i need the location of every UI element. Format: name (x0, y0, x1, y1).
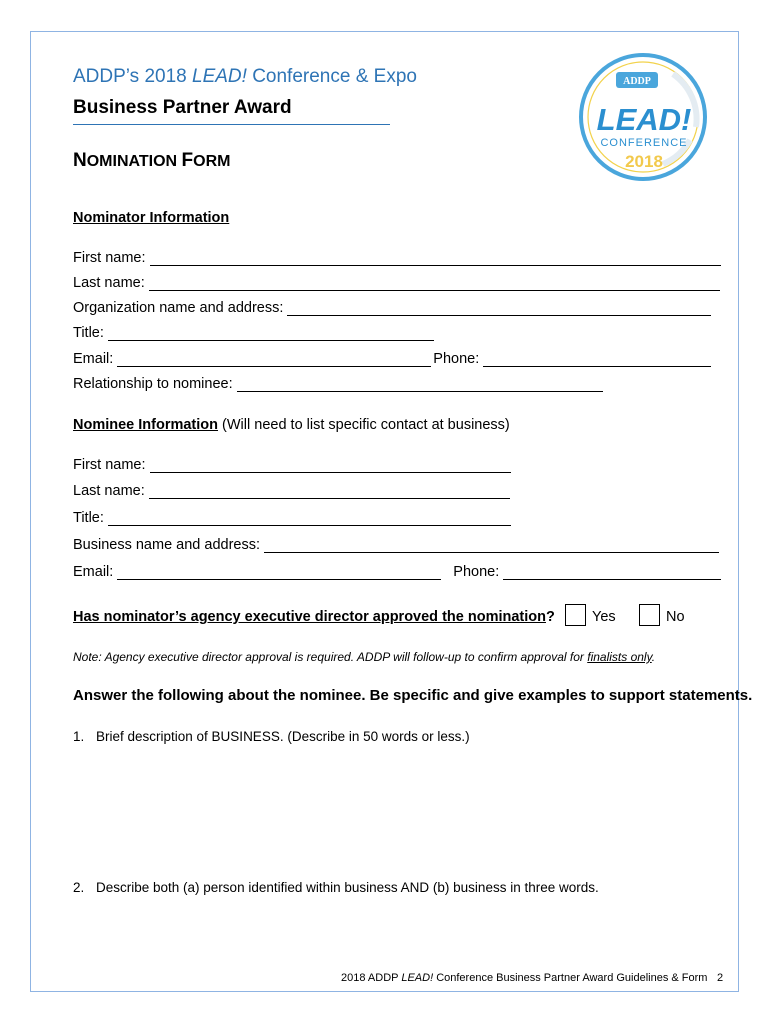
page-number: 2 (717, 972, 724, 984)
nominator-relationship-field[interactable]: Relationship to nominee: (73, 376, 603, 392)
nominator-last-name-input[interactable] (149, 277, 720, 291)
nominator-first-name-input[interactable] (150, 252, 721, 266)
nominator-last-name-field[interactable]: Last name: (73, 275, 720, 291)
nominator-email-input[interactable] (117, 353, 431, 367)
conference-title: ADDP’s 2018 LEAD! Conference & Expo (73, 66, 417, 87)
nominee-heading: Nominee Information (73, 417, 219, 433)
nominee-business-input[interactable] (264, 539, 719, 553)
nominator-org-input[interactable] (287, 302, 711, 316)
nominee-last-name-input[interactable] (149, 485, 510, 499)
answer-instructions: Answer the following about the nominee. Be specific and give examples to support statements. (73, 687, 753, 704)
question-2: 2. Describe both (a) person identified within business AND (b) business in three words. (73, 880, 599, 895)
form-title: NOMINATION FORM (73, 150, 231, 171)
lead-conference-logo (578, 52, 708, 182)
nominator-phone-label: Phone: (433, 351, 480, 367)
nominee-last-name-field[interactable]: Last name: (73, 483, 510, 499)
nominator-title-field[interactable]: Title: (73, 325, 434, 341)
nominee-title-input[interactable] (108, 512, 511, 526)
nominator-title-input[interactable] (108, 327, 434, 341)
nominator-email-field[interactable]: Email: Phone: (73, 351, 711, 367)
logo-sub: CONFERENCE (600, 137, 688, 149)
no-checkbox[interactable] (639, 604, 660, 626)
logo-year: 2018 (625, 152, 663, 171)
approval-question: Has nominator’s agency executive director approved the nomination? (73, 609, 555, 625)
award-title: Business Partner Award (73, 97, 292, 118)
nominee-first-name-input[interactable] (150, 459, 511, 473)
nominee-first-name-field[interactable]: First name: (73, 457, 511, 473)
nominee-phone-input[interactable] (503, 566, 721, 580)
question-1: 1. Brief description of BUSINESS. (Describe in 50 words or less.) (73, 729, 470, 744)
yes-checkbox[interactable] (565, 604, 586, 626)
nominee-phone-label: Phone: (453, 564, 500, 580)
title-divider (73, 124, 390, 125)
nominator-heading: Nominator Information (73, 210, 230, 226)
no-label: No (666, 609, 685, 625)
nominator-phone-input[interactable] (483, 353, 711, 367)
nominee-email-input[interactable] (117, 566, 441, 580)
nominee-heading-note: (Will need to list specific contact at business) (218, 417, 510, 433)
approval-note: Note: Agency executive director approval is required. ADDP will follow-up to confirm approval for finalists only. (73, 650, 656, 664)
nominator-first-name-field[interactable]: First name: (73, 250, 721, 266)
nominee-title-field[interactable]: Title: (73, 510, 511, 526)
logo-org: ADDP (623, 76, 651, 87)
nominee-business-field[interactable]: Business name and address: (73, 537, 719, 553)
page-footer: 2018 ADDP LEAD! Conference Business Partner Award Guidelines & Form (341, 972, 708, 984)
nominator-relationship-input[interactable] (237, 378, 603, 392)
nominee-email-field[interactable]: Email: Phone: (73, 564, 721, 580)
nominee-heading-row (73, 417, 510, 433)
yes-label: Yes (592, 609, 616, 625)
nominator-org-field[interactable]: Organization name and address: (73, 300, 711, 316)
logo-main: LEAD! (596, 102, 692, 137)
